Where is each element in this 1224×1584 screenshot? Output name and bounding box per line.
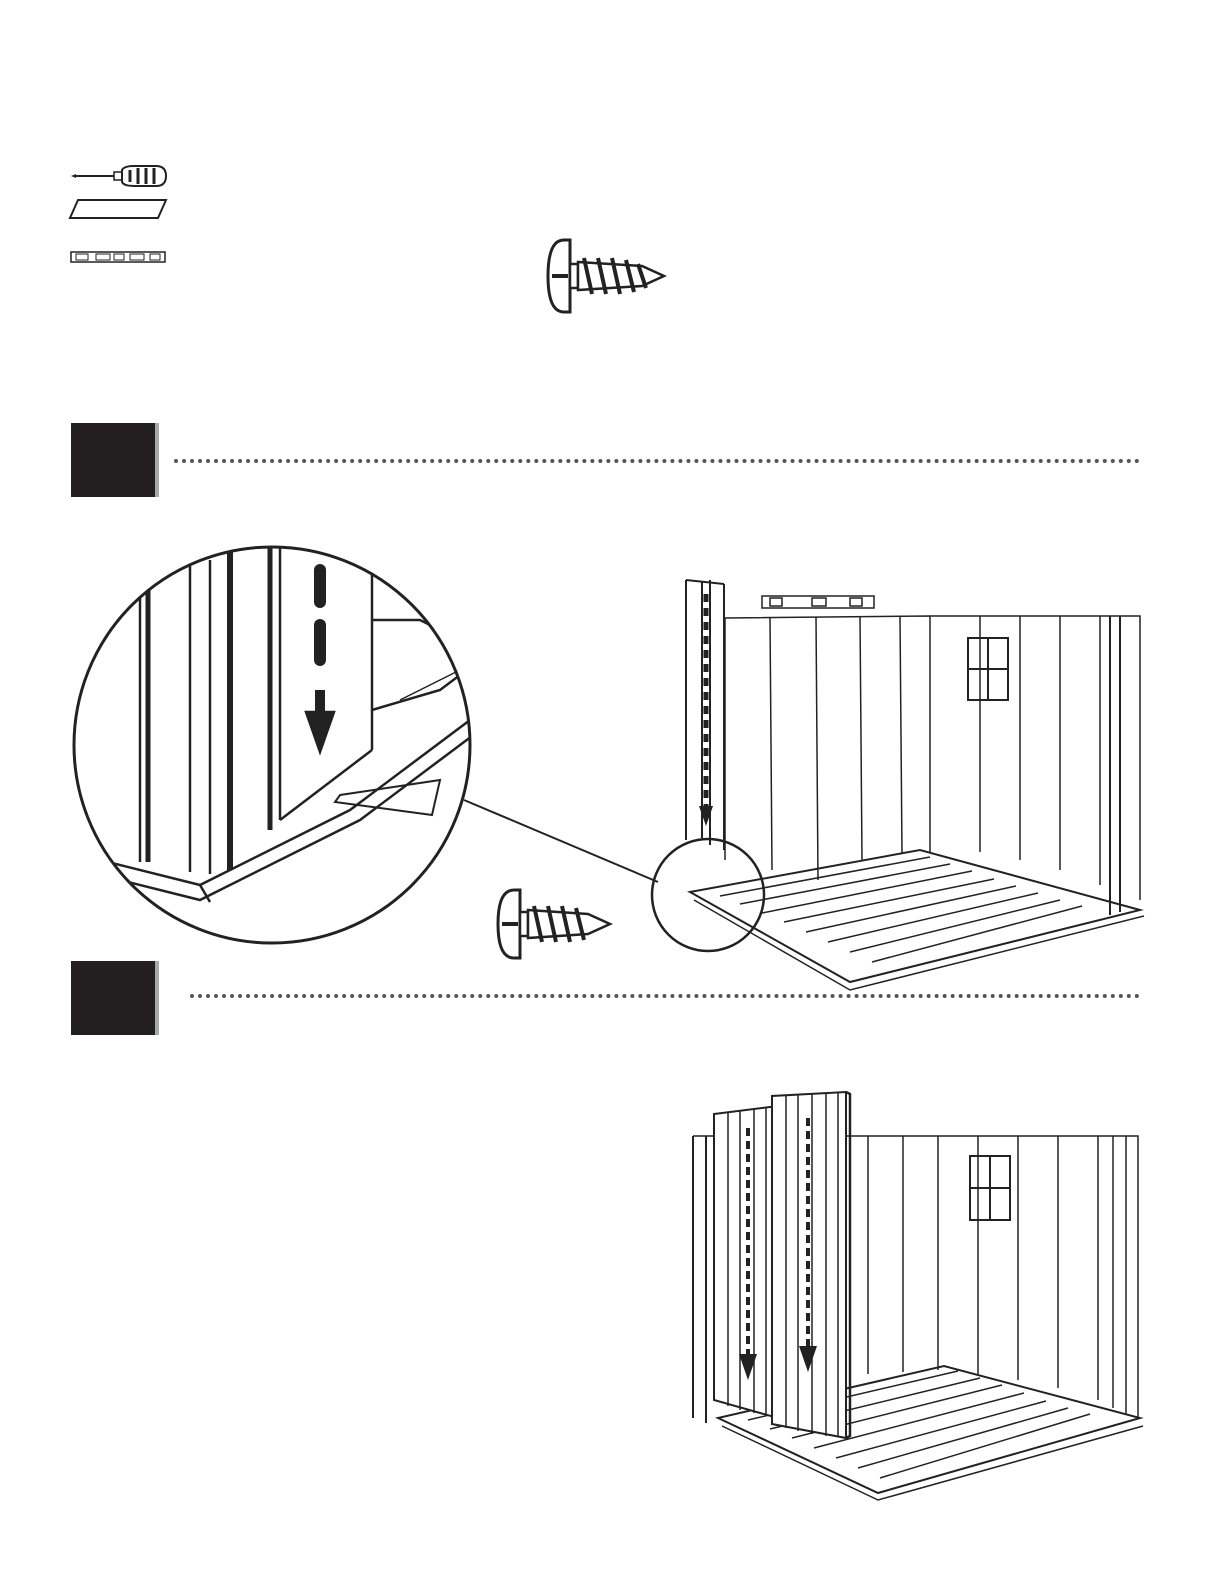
step-2-number-block [71, 961, 155, 1035]
step-2-shed-illustration [688, 1088, 1148, 1508]
step-1-detail-circle [60, 540, 490, 960]
pan-head-screw-icon [546, 236, 668, 316]
pan-head-screw-small-icon [496, 886, 614, 962]
screwdriver-icon [68, 164, 168, 188]
step-1-number-block [71, 423, 155, 497]
level-icon [70, 250, 166, 264]
step-2-divider [190, 994, 1140, 998]
shim-board-icon [68, 198, 168, 220]
step-1-divider [174, 459, 1140, 463]
step-1-shed-illustration [650, 570, 1150, 990]
tools-list [68, 160, 178, 270]
